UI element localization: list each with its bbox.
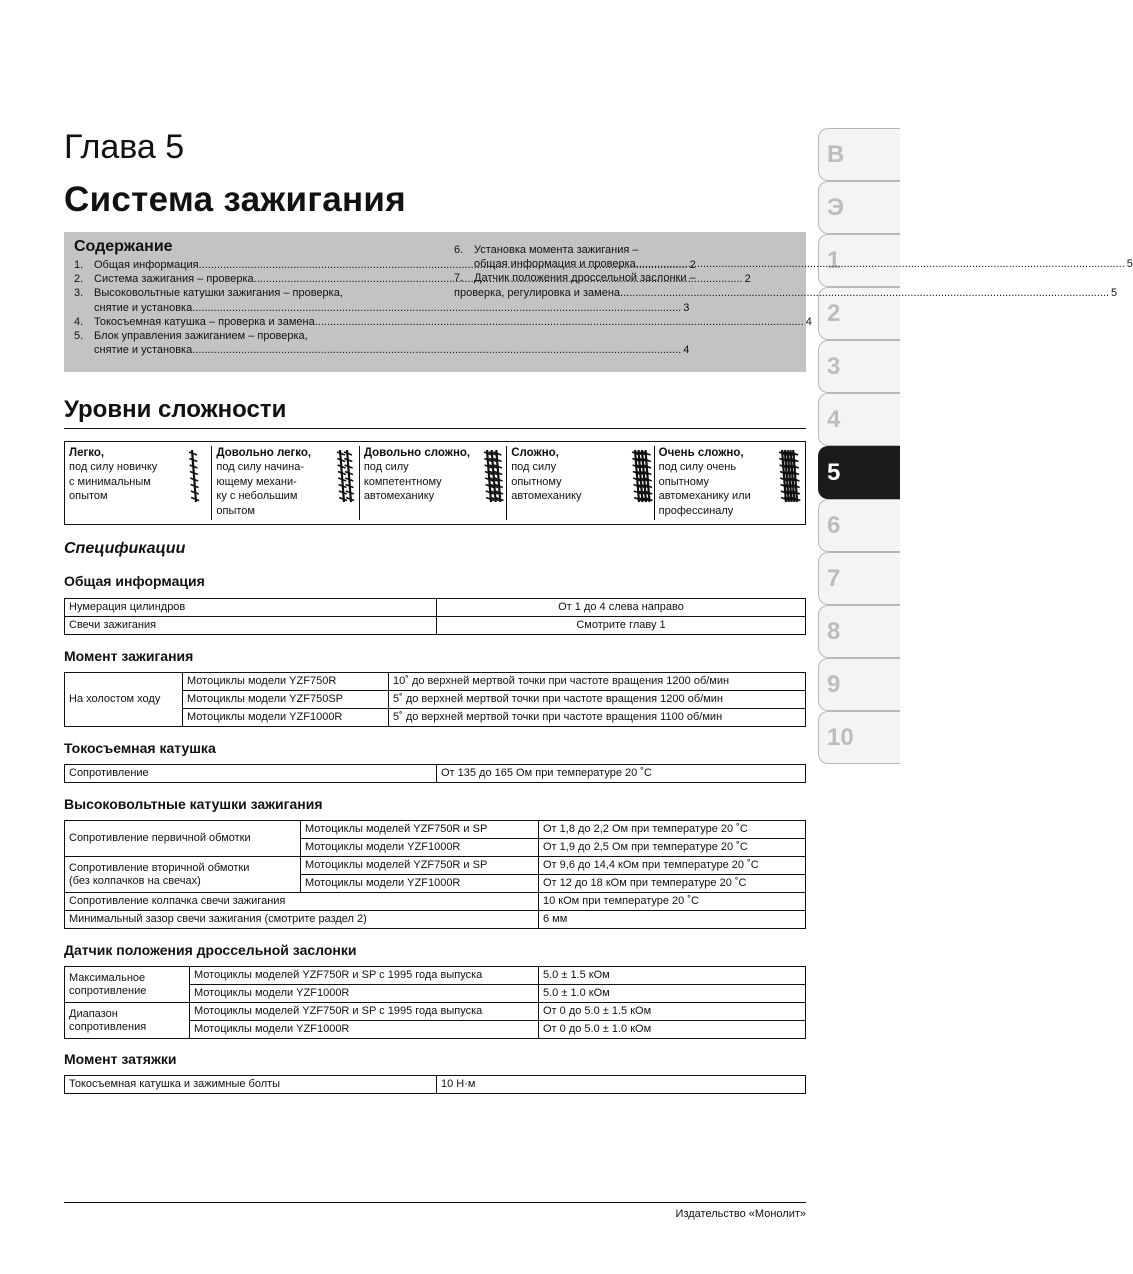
difficulty-level <box>216 446 359 520</box>
toc-item[interactable] <box>74 329 690 357</box>
toc-item-label: снятие и установка <box>94 344 193 357</box>
table-cell: 6 мм <box>539 911 806 929</box>
table-cell: 5˚ до верхней мертвой точки при частоте вращения 1200 об/мин <box>389 691 806 709</box>
table-cell: Мотоциклы моделей YZF750R и SP <box>301 857 539 875</box>
table-row <box>65 617 806 635</box>
chapter-number: Глава 5 <box>64 128 185 166</box>
table-row <box>65 1076 806 1094</box>
toc-item-label: Высоковольтные катушки зажигания – проверка, <box>94 287 343 300</box>
ignition-timing-heading: Момент зажигания <box>64 648 194 664</box>
table-cell: 5.0 ± 1.5 кОм <box>539 967 806 985</box>
toc-page-number: 2 <box>689 259 696 271</box>
toc-leader-dots <box>636 257 1125 271</box>
table-cell <box>65 1003 190 1039</box>
tab-10[interactable]: 10 <box>818 711 900 764</box>
table-row <box>65 857 806 875</box>
table-cell: От 1 до 4 слева направо <box>437 599 806 617</box>
table-row <box>65 1003 806 1021</box>
toc-item-label: Датчик положения дроссельной заслонки – <box>474 272 696 285</box>
hv-coils-heading: Высоковольтные катушки зажигания <box>64 796 323 812</box>
table-row <box>65 765 806 783</box>
table-cell: Сопротивление <box>65 765 437 783</box>
general-info-table <box>64 598 806 635</box>
table-cell: Смотрите главу 1 <box>437 617 806 635</box>
tab-1[interactable]: 1 <box>818 234 900 287</box>
table-cell: Токосъемная катушка и зажимные болты <box>65 1076 437 1094</box>
difficulty-level-description: компетентному <box>363 475 442 488</box>
toc-item-label: общая информация и проверка <box>474 258 636 271</box>
table-cell: Мотоциклы моделей YZF750R и SP с 1995 года выпуска <box>190 1003 539 1021</box>
table-cell: От 135 до 165 Ом при температуре 20 ˚С <box>437 765 806 783</box>
pickup-coil-heading: Токосъемная катушка <box>64 740 216 756</box>
table-cell: Свечи зажигания <box>65 617 437 635</box>
difficulty-level <box>364 446 507 520</box>
table-cell: Сопротивление колпачка свечи зажигания <box>65 893 539 911</box>
tab-8[interactable]: 8 <box>818 605 900 658</box>
specifications-heading: Спецификации <box>64 540 186 557</box>
tab-9[interactable]: 9 <box>818 658 900 711</box>
chapter-tabs <box>818 128 900 764</box>
difficulty-level-title: Довольно сложно, <box>363 447 471 459</box>
toc-item[interactable] <box>454 243 1133 271</box>
table-cell: Сопротивление первичной обмотки <box>65 821 301 857</box>
toc-item-number: 2. <box>74 273 84 286</box>
difficulty-level-description: под силу очень <box>658 461 737 474</box>
difficulty-level <box>69 446 212 520</box>
difficulty-level-description: под силу новичку <box>69 461 158 474</box>
toc-item[interactable] <box>74 315 812 329</box>
tab-e[interactable]: Э <box>818 181 900 234</box>
table-cell: 10˚ до верхней мертвой точки при частоте вращения 1200 об/мин <box>389 673 806 691</box>
difficulty-level-description: под силу <box>363 461 409 474</box>
toc-page-number: 5 <box>1111 286 1118 299</box>
difficulty-level-description: опытом <box>69 490 108 503</box>
difficulty-level-description: ку с небольшим <box>216 490 298 503</box>
difficulty-level-description: автомеханику <box>363 490 435 503</box>
table-cell: Мотоциклы модели YZF1000R <box>301 875 539 893</box>
difficulty-level-description: ющему механи- <box>216 475 297 488</box>
spanner-rating-icon <box>628 446 650 506</box>
table-row <box>65 911 806 929</box>
difficulty-level-title: Довольно легко, <box>216 447 312 459</box>
toc-page-number: 4 <box>683 344 690 357</box>
toc-leader-dots <box>620 286 1109 300</box>
tps-max-label: Максимальное <box>69 971 146 984</box>
toc-item-label: Установка момента зажигания – <box>474 244 639 256</box>
difficulty-level-description: опытом <box>216 504 255 517</box>
table-row <box>65 893 806 911</box>
difficulty-level-description: профессиналу <box>658 504 734 517</box>
torque-table <box>64 1075 806 1094</box>
difficulty-level-title: Очень сложно, <box>658 447 744 459</box>
publisher-footer: Издательство «Монолит» <box>675 1208 806 1220</box>
contents-right-column <box>454 243 1133 357</box>
spanner-rating-icon <box>480 446 502 506</box>
toc-item-label: Общая информация <box>94 259 199 271</box>
difficulty-level-description: опытному <box>511 475 562 488</box>
toc-item-number: 3. <box>74 287 84 300</box>
table-row <box>65 599 806 617</box>
pickup-coil-table <box>64 764 806 783</box>
toc-item-label: снятие и установка <box>94 301 193 314</box>
table-cell: Мотоциклы моделей YZF750R и SP с 1995 года выпуска <box>190 967 539 985</box>
table-cell <box>65 967 190 1003</box>
secondary-label-note: (без колпачков на свечах) <box>69 874 201 887</box>
tps-table <box>64 966 806 1039</box>
table-cell: 5.0 ± 1.0 кОм <box>539 985 806 1003</box>
tab-5[interactable]: 5 <box>818 446 900 499</box>
torque-heading: Момент затяжки <box>64 1051 177 1067</box>
tab-6[interactable]: 6 <box>818 499 900 552</box>
table-cell: Мотоциклы модели YZF1000R <box>183 709 389 727</box>
table-cell: 10 Н·м <box>437 1076 806 1094</box>
page-title: Система зажигания <box>64 180 406 219</box>
difficulty-level-description: с минимальным <box>69 475 151 488</box>
difficulty-level-description: под силу начина- <box>216 461 305 474</box>
tab-2[interactable]: 2 <box>818 287 900 340</box>
toc-item[interactable] <box>454 271 800 285</box>
table-cell: 10 кОм при температуре 20 ˚С <box>539 893 806 911</box>
table-cell: Нумерация цилиндров <box>65 599 437 617</box>
table-row <box>65 967 806 985</box>
toc-item-label: Система зажигания – проверка <box>94 273 254 286</box>
difficulty-level <box>511 446 654 520</box>
difficulty-level-description: автомеханику <box>511 490 582 503</box>
table-row <box>65 673 806 691</box>
table-cell: От 0 до 5.0 ± 1.0 кОм <box>539 1021 806 1039</box>
toc-item-number: 6. <box>454 244 464 256</box>
table-row <box>65 821 806 839</box>
toc-page-number: 3 <box>683 301 690 314</box>
ignition-timing-table <box>64 672 806 727</box>
table-cell: От 1,9 до 2,5 Ом при температуре 20 ˚С <box>539 839 806 857</box>
difficulty-heading: Уровни сложности <box>64 396 806 429</box>
table-cell: Мотоциклы модели YZF750SP <box>183 691 389 709</box>
footer-divider <box>64 1202 806 1203</box>
difficulty-level <box>659 446 801 520</box>
toc-page-number: 5 <box>1126 258 1133 271</box>
toc-item-label: Токосъемная катушка – проверка и замена <box>94 315 315 328</box>
spanner-rating-icon <box>185 446 207 506</box>
tps-heading: Датчик положения дроссельной заслонки <box>64 942 357 958</box>
tps-range-label-2: сопротивления <box>69 1020 147 1033</box>
tps-range-label: Диапазон <box>69 1007 118 1020</box>
table-cell: Мотоциклы модели YZF1000R <box>190 1021 539 1039</box>
spanner-rating-icon <box>775 446 797 506</box>
spanner-rating-icon <box>333 446 355 506</box>
table-cell: От 0 до 5.0 ± 1.5 кОм <box>539 1003 806 1021</box>
toc-page-number: 4 <box>805 315 812 328</box>
difficulty-level-description: под силу <box>511 461 557 474</box>
tab-3[interactable]: 3 <box>818 340 900 393</box>
tps-max-label-2: сопротивление <box>69 984 147 997</box>
toc-item-number: 1. <box>74 259 84 271</box>
toc-item[interactable] <box>454 286 1118 300</box>
tab-7[interactable]: 7 <box>818 552 900 605</box>
contents-box <box>64 232 1133 372</box>
general-info-heading: Общая информация <box>64 573 205 589</box>
table-cell: От 1,8 до 2,2 Ом при температуре 20 ˚С <box>539 821 806 839</box>
difficulty-level-description: автомеханику или <box>658 490 751 503</box>
toc-item-number: 7. <box>454 272 464 285</box>
tab-v[interactable]: В <box>818 128 900 181</box>
secondary-label: Сопротивление вторичной обмотки <box>69 861 250 874</box>
toc-item-label: проверка, регулировка и замена <box>454 286 621 299</box>
toc-item-number: 5. <box>74 330 84 343</box>
table-cell: Мотоциклы модели YZF1000R <box>190 985 539 1003</box>
difficulty-level-title: Легко, <box>69 447 105 459</box>
table-cell: От 9,6 до 14,4 кОм при температуре 20 ˚С <box>539 857 806 875</box>
difficulty-level-description: опытному <box>658 475 710 488</box>
table-cell <box>65 857 301 893</box>
toc-item-label: Блок управления зажиганием – проверка, <box>94 330 308 343</box>
table-cell: 5˚ до верхней мертвой точки при частоте вращения 1100 об/мин <box>389 709 806 727</box>
table-cell: От 12 до 18 кОм при температуре 20 ˚С <box>539 875 806 893</box>
hv-coils-table <box>64 820 806 929</box>
tab-4[interactable]: 4 <box>818 393 900 446</box>
difficulty-levels <box>64 441 806 525</box>
toc-page-number: 2 <box>744 273 751 286</box>
contents-heading: Содержание <box>74 238 173 255</box>
table-cell: На холостом ходу <box>65 673 183 727</box>
difficulty-level-title: Сложно, <box>511 447 559 459</box>
table-cell: Мотоциклы модели YZF1000R <box>301 839 539 857</box>
toc-item-number: 4. <box>74 315 84 328</box>
table-cell: Мотоциклы моделей YZF750R и SP <box>301 821 539 839</box>
table-cell: Минимальный зазор свечи зажигания (смотрите раздел 2) <box>65 911 539 929</box>
table-cell: Мотоциклы модели YZF750R <box>183 673 389 691</box>
